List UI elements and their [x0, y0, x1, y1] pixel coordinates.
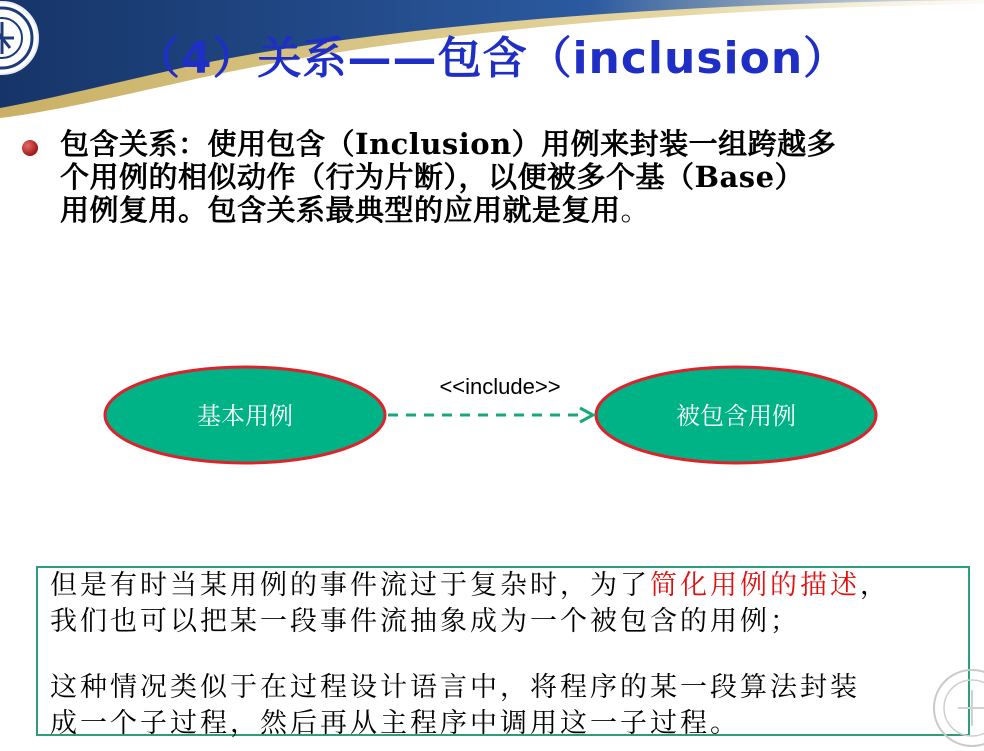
bullet-line-3: [60, 194, 930, 227]
note-line-1-end: ，: [860, 570, 890, 601]
included-use-case-label: 被包含用例: [676, 402, 796, 430]
note-para-1: [50, 568, 965, 640]
slide-title: （4）关系——包含（inclusion）: [135, 33, 849, 84]
bullet-icon: [22, 140, 38, 156]
note-text: [50, 568, 965, 742]
bullet-line-3-text: 用例复用。包含关系最典型的应用就是复用: [60, 193, 621, 227]
university-seal-watermark: [930, 660, 984, 750]
note-line-4: 成一个子过程，然后再从主程序中调用这一子过程。: [50, 708, 740, 739]
note-line-3: 这种情况类似于在过程设计语言中，将程序的某一段算法封装: [50, 672, 860, 703]
bullet-text: [60, 128, 930, 227]
note-line-2: 我们也可以把某一段事件流抽象成为一个被包含的用例；: [50, 606, 800, 637]
note-box: [36, 566, 970, 739]
note-line-1-start: 但是有时当某用例的事件流过于复杂时，为了: [50, 570, 650, 601]
note-highlight: 简化用例的描述: [650, 570, 860, 601]
note-line-1: [50, 568, 965, 604]
bullet-line-1: 包含关系：使用包含（Inclusion）用例来封装一组跨越多: [60, 127, 837, 161]
note-para-2: [50, 670, 965, 742]
arrowhead-icon: [580, 408, 593, 422]
bullet-line-3-end: 。: [620, 193, 651, 227]
base-use-case-label: 基本用例: [197, 402, 293, 430]
bullet-line-2: 个用例的相似动作（行为片断），以便被多个基（Base）: [60, 160, 805, 194]
include-stereotype-label: <<include>>: [439, 374, 561, 399]
use-case-diagram: [0, 360, 984, 480]
